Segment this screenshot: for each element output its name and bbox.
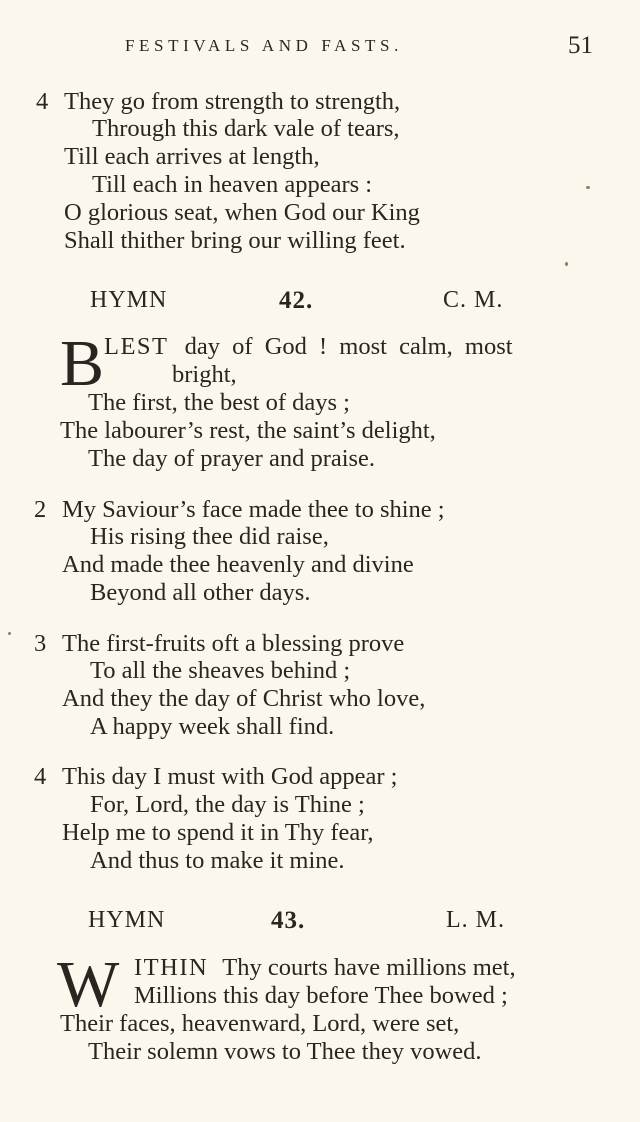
verse-line: For, Lord, the day is Thine ; [90,791,365,818]
verse-line: Help me to spend it in Thy fear, [62,819,374,846]
verse-line: My Saviour’s face made thee to shine ; [62,496,445,523]
first-line-rest: day of God ! most calm, most [184,333,513,360]
verse-line: They go from strength to strength, [64,88,401,115]
hymn-label: HYMN [90,287,168,313]
hymn-meter: L. M. [446,907,505,933]
ink-speck [586,186,590,189]
verse-line: Beyond all other days. [90,579,311,606]
verse-number: 3 [34,630,47,657]
verse-line: And made thee heavenly and divine [62,551,414,578]
hymn-43-heading [0,907,640,939]
hymn-number: 43. [271,907,306,934]
first-line-rest: Thy courts have millions met, [222,954,516,981]
running-head [0,30,640,66]
page-number: 51 [568,32,593,59]
verse-line: Millions this day before Thee bowed ; [134,982,508,1009]
verse-line: The labourer’s rest, the saint’s delight, [60,417,436,444]
ink-speck [565,262,568,266]
hymn-label: HYMN [88,907,166,933]
verse-line [104,333,513,361]
verse-line: The day of prayer and praise. [88,445,376,472]
verse-number: 4 [36,88,49,115]
verse-number: 4 [34,763,47,790]
verse-line: Till each arrives at length, [64,143,320,170]
verse-number: 2 [34,496,47,523]
verse-line: And thus to make it mine. [90,847,345,874]
verse-line: This day I must with God appear ; [62,763,398,790]
verse-line: Their solemn vows to Thee they vowed. [88,1038,482,1065]
verse-line: Through this dark vale of tears, [92,115,400,142]
verse-line: O glorious seat, when God our King [64,199,420,226]
verse-line: A happy week shall find. [90,713,335,740]
verse-line [134,954,516,982]
verse-line: The first-fruits oft a blessing prove [62,630,405,657]
first-word-caps: LEST [104,333,169,360]
hymn-meter: C. M. [443,287,504,313]
verse-line: Till each in heaven appears : [92,171,373,198]
verse-line: And they the day of Christ who love, [62,685,426,712]
drop-cap: B [60,327,105,400]
verse-line: Their faces, heavenward, Lord, were set, [60,1010,460,1037]
hymn-number: 42. [279,287,314,314]
ink-speck [8,632,11,635]
verse-line: Shall thither bring our willing feet. [64,227,406,254]
drop-cap: W [57,948,120,1021]
verse-line: bright, [172,361,237,388]
running-title: FESTIVALS AND FASTS. [125,36,403,55]
verse-line: His rising thee did raise, [90,523,329,550]
verse-line: The first, the best of days ; [88,389,350,416]
hymn-42-heading [0,287,640,319]
verse-line: To all the sheaves behind ; [90,657,351,684]
first-word-caps: ITHIN [134,954,209,981]
